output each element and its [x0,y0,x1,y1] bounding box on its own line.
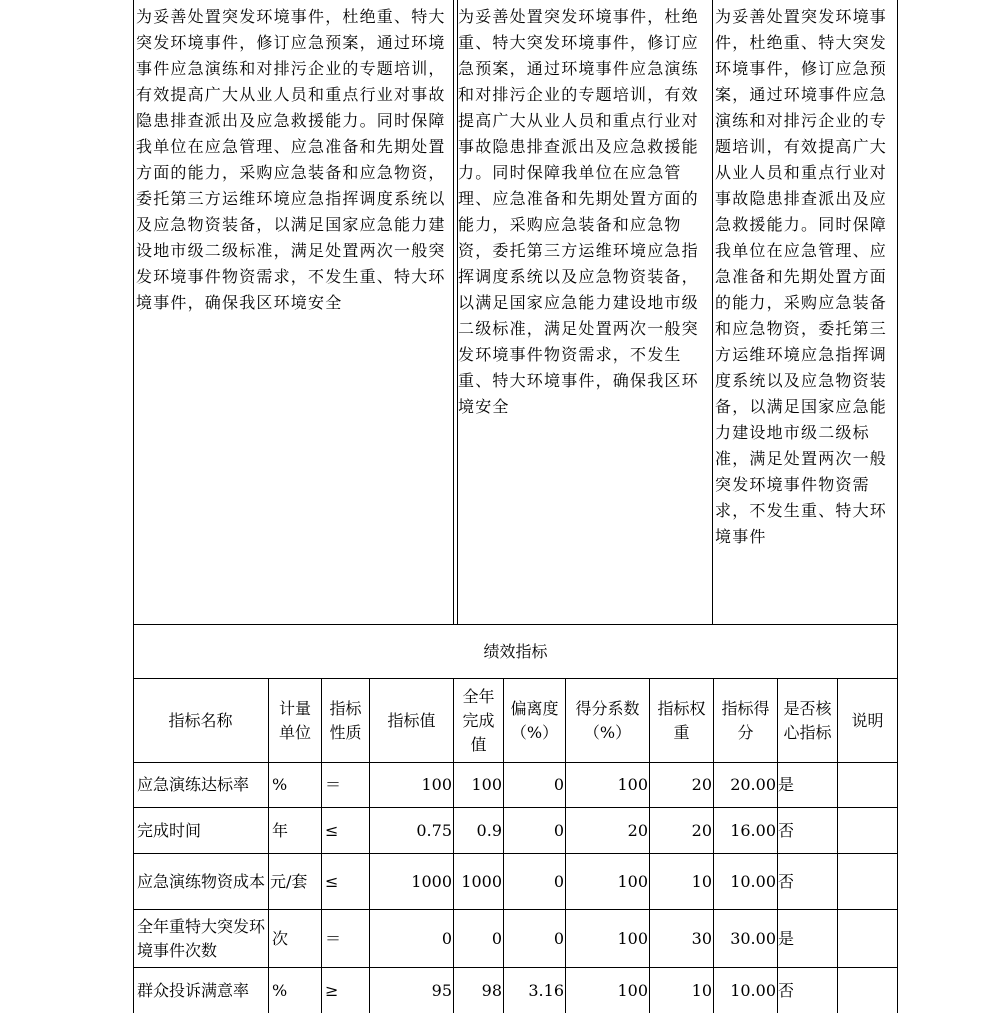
row-coef: 100 [617,928,648,948]
header-score: 指标得分 [721,698,770,742]
row-name: 应急演练达标率 [137,775,250,794]
row-value: 100 [421,775,452,794]
row-deviation: 0 [553,871,564,891]
row-nature: ＝ [325,928,342,948]
row-weight: 10 [691,980,712,1000]
row-nature: ≤ [325,871,339,891]
row-coef: 100 [617,980,648,1000]
performance-table [133,0,898,1013]
row-nature: ≥ [325,980,339,1000]
row-deviation: 0 [553,928,564,948]
row-value: 1000 [411,871,452,891]
row-name: 应急演练物资成本 [137,871,266,891]
goal-text-col1: 为妥善处置突发环境事件，杜绝重、特大突发环境事件，修订应急预案，通过环境事件应急演练和对排污企业的专题培训，有效提高广大从业人员和重点行业对事故隐患排查派出及应急救援能力。同时保障我单位在应急管理、应急准备和先期处置方面的能力，采购应急装备和应急物资，委托第三方运维环境应急指挥调度系统以及应急物资装备，以满足国家应急能力建设地市级二级标准，满足处置两次一般突发环境事件物资需求，不发生重、特大环境事件，确保我区环境安全 [136,7,446,312]
goal-text-col2: 为妥善处置突发环境事件，杜绝重、特大突发环境事件，修订应急预案，通过环境事件应急演练和对排污企业的专题培训，有效提高广大从业人员和重点行业对事故隐患排查派出及应急救援能力。同时保障我单位在应急管理、应急准备和先期处置方面的能力，采购应急装备和应急物资，委托第三方运维环境应急指挥调度系统以及应急物资装备，以满足国家应急能力建设地市级二级标准，满足处置两次一般突发环境事件物资需求，不发生重、特大环境事件，确保我区环境安全 [458,7,699,416]
row-unit: % [272,980,288,1000]
row-weight: 20 [691,820,712,840]
header-note: 说明 [851,710,884,730]
row-score: 10.00 [730,871,776,891]
header-indicator-name: 指标名称 [168,710,233,730]
row-name: 完成时间 [137,820,202,840]
goal-text-col3: 为妥善处置突发环境事件，杜绝重、特大突发环境事件，修订应急预案，通过环境事件应急演练和对排污企业的专题培训，有效提高广大从业人员和重点行业对事故隐患排查派出及应急救援能力。同时保障我单位在应急管理、应急准备和先期处置方面的能力，采购应急装备和应急物资，委托第三方运维环境应急指挥调度系统以及应急物资装备，以满足国家应急能力建设地市级二级标准，满足处置两次一般突发环境事件物资需求，不发生重、特大环境事件 [715,7,888,546]
row-core: 否 [778,980,795,1000]
row-deviation: 3.16 [528,980,564,1000]
row-name: 全年重特大突发环境事件次数 [137,916,266,960]
header-score-coef: 得分系数（%） [575,698,640,742]
header-nature: 指标性质 [329,698,362,742]
header-deviation: 偏离度（%） [510,698,559,742]
row-core: 是 [778,928,795,948]
row-score: 20.00 [730,775,776,794]
section-title: 绩效指标 [483,641,548,661]
row-core: 是 [778,775,795,794]
row-nature: ≤ [325,820,339,840]
row-note [838,808,897,853]
row-coef: 20 [627,820,648,840]
row-value: 0.75 [416,820,452,840]
row-score: 30.00 [730,928,776,948]
row-coef: 100 [617,775,648,794]
header-value: 指标值 [387,710,436,730]
header-actual: 全年完成值 [462,686,495,754]
row-unit: 年 [272,820,289,840]
row-deviation: 0 [553,775,564,794]
row-unit: % [272,775,288,794]
row-actual: 100 [471,775,502,794]
row-actual: 1000 [461,871,502,891]
row-actual: 0.9 [476,820,502,840]
row-score: 16.00 [730,820,776,840]
row-unit: 元/套 [270,871,308,891]
row-note [838,910,897,967]
row-note [838,763,897,807]
row-unit: 次 [272,928,289,948]
row-value: 95 [431,980,452,1000]
header-weight: 指标权重 [657,698,706,742]
row-core: 否 [778,871,795,891]
row-note [838,854,897,909]
row-core: 否 [778,820,795,840]
row-actual: 98 [481,980,502,1000]
header-unit: 计量单位 [278,698,311,742]
row-weight: 10 [691,871,712,891]
row-name: 群众投诉满意率 [137,980,250,1000]
row-nature: ＝ [325,775,342,794]
row-note [838,968,897,1013]
row-value: 0 [441,928,452,948]
row-weight: 30 [691,928,712,948]
row-coef: 100 [617,871,648,891]
row-weight: 20 [691,775,712,794]
row-actual: 0 [491,928,502,948]
row-deviation: 0 [553,820,564,840]
row-score: 10.00 [730,980,776,1000]
header-core: 是否核心指标 [783,698,832,742]
